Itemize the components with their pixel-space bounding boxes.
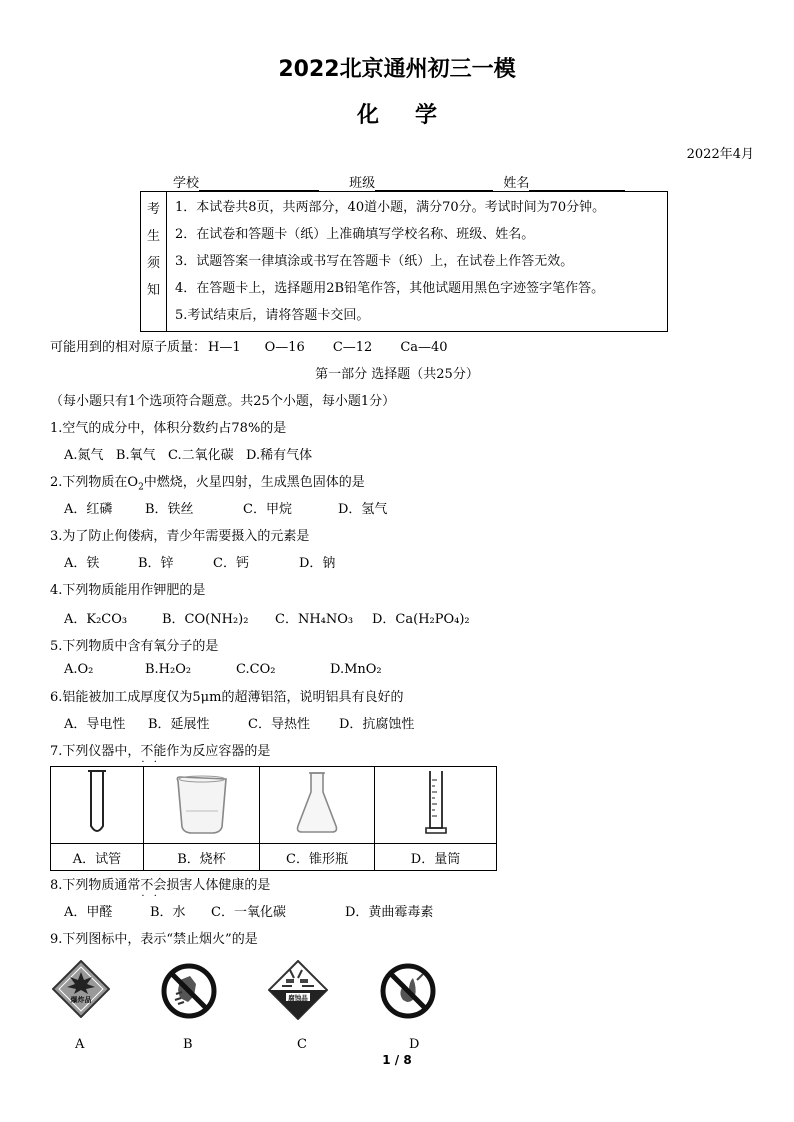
question-9-option-a: A	[75, 1037, 85, 1052]
question-7-option-a: A．试管	[51, 844, 144, 871]
no-open-flame-sign-icon	[379, 962, 437, 1020]
question-3-option-d: D．钠	[299, 556, 336, 571]
school-blank	[199, 176, 319, 191]
notice-items	[175, 197, 605, 332]
notice-item: 3．试题答案一律填涂或书写在答题卡（纸）上，在试卷上作答无效。	[175, 254, 574, 269]
question-6-stem: 6.铝能被加工成厚度仅为5μm的超薄铝箔，说明铝具有良好的	[50, 690, 404, 705]
question-9-option-b: B	[183, 1037, 193, 1052]
question-1-stem: 1.空气的成分中，体积分数约占78%的是	[50, 421, 287, 436]
question-4-option-d: D．Ca(H₂PO₄)₂	[372, 612, 470, 627]
question-4-option-a: A．K₂CO₃	[64, 612, 128, 627]
beaker-cell	[144, 767, 260, 844]
svg-text:腐蚀品: 腐蚀品	[288, 994, 308, 1002]
emphasis-text: 不会 · ·	[140, 878, 166, 893]
question-6-option-b: B．延展性	[148, 717, 210, 732]
question-2-option-b: B．铁丝	[145, 502, 194, 517]
question-7-option-b: B．烧杯	[144, 844, 260, 871]
beaker-icon	[172, 771, 232, 835]
name-blank	[529, 176, 625, 191]
question-5-option-c: C.CO₂	[236, 662, 276, 677]
question-8-option-b: B．水	[150, 905, 186, 920]
school-label: 学校	[173, 176, 200, 191]
student-info	[173, 172, 625, 191]
atomic-masses: 可能用到的相对原子质量： H—1 O—16 C—12 Ca—40	[50, 340, 448, 355]
section-title: 第一部分 选择题（共25分）	[315, 367, 479, 382]
question-6-option-a: A．导电性	[64, 717, 126, 732]
question-6-option-d: D．抗腐蚀性	[339, 717, 415, 732]
question-5-option-b: B.H₂O₂	[145, 662, 192, 677]
question-5-stem: 5.下列物质中含有氧分子的是	[50, 639, 219, 654]
class-blank	[375, 176, 493, 191]
exam-title: 2022北京通州初三一模	[278, 57, 516, 82]
graduated-cylinder-icon	[418, 768, 454, 838]
question-4-stem: 4.下列物质能用作钾肥的是	[50, 583, 206, 598]
question-7-option-c: C．锥形瓶	[260, 844, 375, 871]
test-tube-icon	[82, 768, 112, 838]
section-instructions: （每小题只有1个选项符合题意。共25个小题，每小题1分）	[50, 394, 396, 409]
class-label: 班级	[349, 176, 376, 191]
exam-date: 2022年4月	[686, 147, 754, 162]
exam-subject: 化学	[356, 103, 473, 128]
question-8-option-c: C．一氧化碳	[211, 905, 286, 920]
question-2-option-d: D．氢气	[338, 502, 388, 517]
notice-item: 1．本试卷共8页，共两部分，40道小题，满分70分。考试时间为70分钟。	[175, 200, 606, 215]
notice-item: 5.考试结束后，请将答题卡交回。	[175, 308, 370, 323]
question-2-option-c: C．甲烷	[243, 502, 292, 517]
question-2-stem: 2.下列物质在$O_2$中燃烧，火星四射，生成黑色固体的是	[50, 475, 365, 493]
question-3-option-a: A．铁	[64, 556, 100, 571]
notice-item: 2．在试卷和答题卡（纸）上准确填写学校名称、班级、姓名。	[175, 227, 535, 242]
page-number: 1 / 8	[382, 1053, 412, 1067]
question-8-option-d: D．黄曲霉毒素	[345, 905, 434, 920]
svg-text:爆炸品: 爆炸品	[70, 996, 92, 1004]
question-7-stem: 7.下列仪器中，不能 · ·作为反应容器的是	[50, 740, 270, 759]
no-fireworks-sign-icon	[160, 962, 218, 1020]
question-9-option-d: D	[409, 1037, 420, 1052]
question-9-stem: 9.下列图标中，表示“禁止烟火”的是	[50, 932, 258, 947]
emphasis-text: 不能 · ·	[140, 744, 166, 759]
explosive-hazard-icon	[52, 960, 110, 1018]
question-7-option-d: D．量筒	[375, 844, 497, 871]
name-label: 姓名	[503, 176, 530, 191]
corrosive-hazard-icon	[268, 960, 328, 1020]
question-4-option-c: C．NH₄NO₃	[275, 612, 354, 627]
question-3-option-b: B．锌	[138, 556, 174, 571]
instrument-table	[50, 766, 497, 871]
question-8-stem: 8.下列物质通常不会 · ·损害人体健康的是	[50, 874, 270, 893]
question-9-option-c: C	[297, 1037, 307, 1052]
notice-side-label: 考 生 须 知	[141, 192, 167, 331]
question-3-option-c: C．钙	[213, 556, 249, 571]
flask-cell	[260, 767, 375, 844]
conical-flask-icon	[292, 770, 342, 836]
question-8-option-a: A．甲醛	[64, 905, 113, 920]
question-1-options: A.氮气 B.氧气 C.二氧化碳 D.稀有气体	[64, 448, 313, 463]
question-5-option-d: D.MnO₂	[330, 662, 382, 677]
notice-item: 4．在答题卡上，选择题用2B铅笔作答，其他试题用黑色字迹签字笔作答。	[175, 281, 605, 296]
question-3-stem: 3.为了防止佝偻病，青少年需要摄入的元素是	[50, 529, 310, 544]
cylinder-cell	[375, 767, 497, 844]
test-tube-cell	[51, 767, 144, 844]
question-6-option-c: C．导热性	[248, 717, 310, 732]
question-4-option-b: B．CO(NH₂)₂	[162, 612, 249, 627]
candidate-notice-box	[140, 191, 668, 332]
question-5-option-a: A.O₂	[64, 662, 94, 677]
question-2-option-a: A．红磷	[64, 502, 113, 517]
